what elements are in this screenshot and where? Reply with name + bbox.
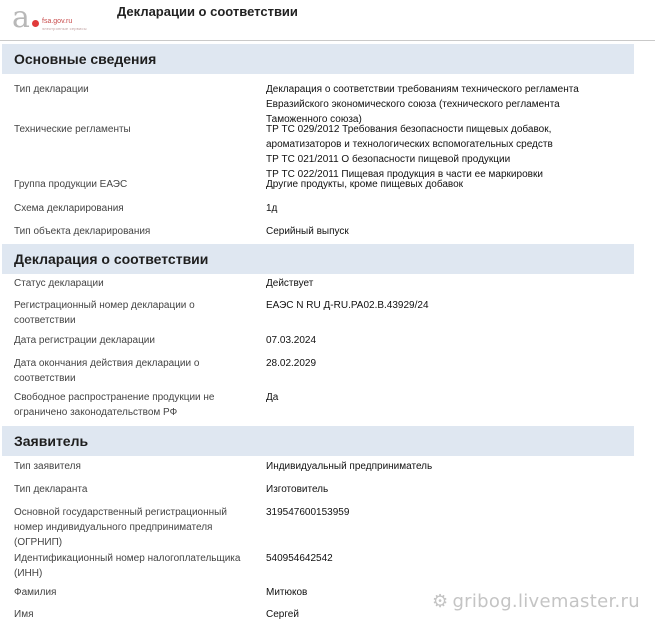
reg-number-label-line: соответствии xyxy=(14,315,76,326)
header-divider xyxy=(0,40,655,41)
applicant-type-value: Индивидуальный предприниматель xyxy=(266,461,433,472)
ogrnip-label-line: Основной государственный регистрационный xyxy=(14,507,227,518)
inn-label-line: (ИНН) xyxy=(14,568,43,579)
reg-number-label-line: Регистрационный номер декларации о xyxy=(14,300,195,311)
free-circulation-label-line: ограничено законодательством РФ xyxy=(14,407,178,418)
tech-regs-value xyxy=(266,122,616,182)
logo-dot-icon xyxy=(32,20,39,27)
page-title: Декларации о соответствии xyxy=(117,4,298,19)
scheme-value: 1д xyxy=(266,203,278,214)
object-type-value: Серийный выпуск xyxy=(266,226,349,237)
declarant-type-label: Тип декларанта xyxy=(14,484,88,495)
gear-icon: ⚙ xyxy=(432,591,449,612)
tech-regs-label: Технические регламенты xyxy=(14,124,131,135)
tech-reg-line: ТР ТС 029/2012 Требования безопасности пищевых добавок, xyxy=(266,124,552,135)
logo-site-text: fsa.gov.ru xyxy=(42,18,73,25)
scheme-label: Схема декларирования xyxy=(14,203,124,214)
reg-number-label xyxy=(14,298,254,328)
ogrnip-label xyxy=(14,505,254,550)
decl-type-line: Декларация о соответствии требованиям технического регламента xyxy=(266,84,579,95)
object-type-label: Тип объекта декларирования xyxy=(14,226,151,237)
declarant-type-value: Изготовитель xyxy=(266,484,329,495)
inn-value: 540954642542 xyxy=(266,553,333,564)
tech-reg-line: ТР ТС 022/2011 Пищевая продукция в части ее маркировки xyxy=(266,169,543,180)
inn-label-line: Идентификационный номер налогоплательщика xyxy=(14,553,241,564)
surname-value: Митюков xyxy=(266,587,308,598)
section-applicant-header: Заявитель xyxy=(2,426,634,456)
end-date-value: 28.02.2029 xyxy=(266,358,317,369)
applicant-type-label: Тип заявителя xyxy=(14,461,81,472)
reg-number-value: ЕАЭС N RU Д-RU.PA02.B.43929/24 xyxy=(266,300,429,311)
watermark-text: gribog.livemaster.ru xyxy=(452,591,640,612)
reg-date-label: Дата регистрации декларации xyxy=(14,335,155,346)
section-basic-header: Основные сведения xyxy=(2,44,634,74)
section-declaration-header: Декларация о соответствии xyxy=(2,244,634,274)
tech-reg-line: ароматизаторов и технологических вспомогательных средств xyxy=(266,139,553,150)
name-value: Сергей xyxy=(266,609,299,620)
fsa-logo[interactable] xyxy=(12,0,92,35)
decl-type-line: Евразийского экономического союза (технического регламента xyxy=(266,99,560,110)
logo-letter-icon: a xyxy=(12,0,30,35)
status-value: Действует xyxy=(266,278,314,289)
free-circulation-label-line: Свободное распространение продукции не xyxy=(14,392,215,403)
reg-date-value: 07.03.2024 xyxy=(266,335,317,346)
name-label: Имя xyxy=(14,609,34,620)
end-date-label-line: соответствии xyxy=(14,373,76,384)
decl-type-value xyxy=(266,82,616,127)
status-label: Статус декларации xyxy=(14,278,104,289)
product-group-value: Другие продукты, кроме пищевых добавок xyxy=(266,179,464,190)
logo-subtitle: электронные сервисы xyxy=(42,26,87,31)
inn-label xyxy=(14,551,254,581)
end-date-label xyxy=(14,356,254,386)
product-group-label: Группа продукции ЕАЭС xyxy=(14,179,128,190)
tech-reg-line: ТР ТС 021/2011 О безопасности пищевой продукции xyxy=(266,154,511,165)
ogrnip-label-line: номер индивидуального предпринимателя xyxy=(14,522,213,533)
surname-label: Фамилия xyxy=(14,587,57,598)
free-circulation-label xyxy=(14,390,254,420)
decl-type-label: Тип декларации xyxy=(14,84,89,95)
ogrnip-value: 319547600153959 xyxy=(266,507,350,518)
end-date-label-line: Дата окончания действия декларации о xyxy=(14,358,200,369)
page-header xyxy=(0,0,655,44)
decl-type-line: Таможенного союза) xyxy=(266,114,362,125)
watermark xyxy=(432,591,640,612)
free-circulation-value: Да xyxy=(266,392,279,403)
ogrnip-label-line: (ОГРНИП) xyxy=(14,537,63,548)
